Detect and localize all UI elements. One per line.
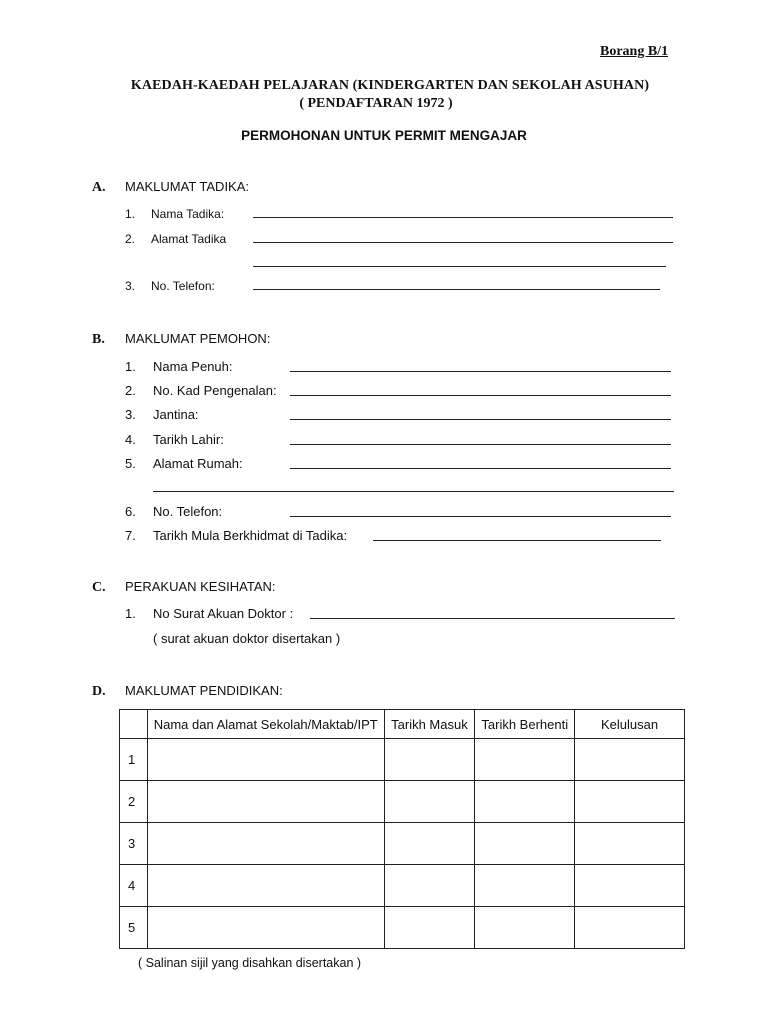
form-title-year-text: ( PENDAFTARAN 1972 ) (299, 96, 453, 111)
cell-kelulusan[interactable] (575, 781, 685, 823)
field-telefon-pemohon-label: No. Telefon: (153, 504, 223, 519)
field-b3-num: 3. (125, 407, 136, 422)
cell-nama-alamat[interactable] (147, 907, 384, 949)
education-table-header (120, 710, 685, 739)
field-telefon-pemohon-line[interactable] (290, 516, 671, 517)
table-row (120, 739, 685, 781)
field-b5-num: 5. (125, 456, 136, 471)
row-number: 3 (120, 823, 148, 865)
row-number: 5 (120, 907, 148, 949)
cell-tarikh-masuk[interactable] (384, 739, 475, 781)
field-b4-num: 4. (125, 432, 136, 447)
cell-tarikh-berhenti[interactable] (475, 781, 575, 823)
section-d-note: ( Salinan sijil yang disahkan disertakan ) (138, 956, 362, 970)
field-nama-penuh-line[interactable] (290, 371, 671, 372)
section-a-title: MAKLUMAT TADIKA: (125, 179, 250, 194)
section-b-title: MAKLUMAT PEMOHON: (125, 331, 271, 346)
cell-nama-alamat[interactable] (147, 739, 384, 781)
table-row (120, 907, 685, 949)
row-number: 2 (120, 781, 148, 823)
section-a-letter: A. (92, 180, 106, 195)
field-alamat-tadika-line[interactable] (253, 242, 673, 243)
section-c-note: ( surat akuan doktor disertakan ) (153, 631, 341, 646)
field-alamat-tadika-line-2[interactable] (253, 266, 666, 267)
row-number: 1 (120, 739, 148, 781)
field-telefon-tadika-label: No. Telefon: (151, 279, 215, 293)
cell-tarikh-masuk[interactable] (384, 907, 475, 949)
cell-kelulusan[interactable] (575, 739, 685, 781)
col-header-tarikh-berhenti: Tarikh Berhenti (475, 710, 575, 739)
education-table (119, 709, 685, 949)
form-subtitle-text: PERMOHONAN UNTUK PERMIT MENGAJAR (241, 128, 527, 143)
cell-tarikh-masuk[interactable] (384, 823, 475, 865)
form-subtitle (0, 128, 768, 143)
field-nama-tadika-line[interactable] (253, 217, 673, 218)
field-telefon-tadika-line[interactable] (253, 289, 660, 290)
field-tarikh-mula-line[interactable] (373, 540, 661, 541)
field-alamat-rumah-label: Alamat Rumah: (153, 456, 243, 471)
section-b-letter: B. (92, 332, 105, 347)
col-header-kelulusan: Kelulusan (575, 710, 685, 739)
field-kad-pengenalan-line[interactable] (290, 395, 671, 396)
field-kad-pengenalan-label: No. Kad Pengenalan: (153, 383, 277, 398)
form-code: Borang B/1 (600, 44, 669, 59)
field-tarikh-lahir-line[interactable] (290, 444, 671, 445)
field-b6-num: 6. (125, 504, 136, 519)
form-title-text: KAEDAH-KAEDAH PELAJARAN (KINDERGARTEN DAN SEKOLAH ASUHAN) (130, 78, 650, 93)
form-title (0, 78, 768, 94)
field-surat-akuan-label: No Surat Akuan Doktor : (153, 606, 294, 621)
field-tarikh-lahir-label: Tarikh Lahir: (153, 432, 224, 447)
table-row (120, 865, 685, 907)
table-row (120, 823, 685, 865)
section-c-letter: C. (92, 580, 106, 595)
section-c-title: PERAKUAN KESIHATAN: (125, 579, 276, 594)
cell-nama-alamat[interactable] (147, 823, 384, 865)
cell-tarikh-berhenti[interactable] (475, 907, 575, 949)
field-jantina-label: Jantina: (153, 407, 199, 422)
field-a2-num: 2. (125, 232, 136, 246)
field-tarikh-mula-label: Tarikh Mula Berkhidmat di Tadika: (153, 528, 348, 543)
field-nama-tadika-label: Nama Tadika: (151, 207, 225, 221)
field-surat-akuan-line[interactable] (310, 618, 675, 619)
cell-kelulusan[interactable] (575, 865, 685, 907)
table-row (120, 781, 685, 823)
field-b1-num: 1. (125, 359, 136, 374)
form-title-year (0, 96, 768, 112)
field-a3-num: 3. (125, 279, 136, 293)
field-b7-num: 7. (125, 528, 136, 543)
cell-tarikh-berhenti[interactable] (475, 739, 575, 781)
field-c1-num: 1. (125, 606, 136, 621)
col-header-number (120, 710, 148, 739)
field-jantina-line[interactable] (290, 419, 671, 420)
section-d-title: MAKLUMAT PENDIDIKAN: (125, 683, 283, 698)
cell-tarikh-berhenti[interactable] (475, 865, 575, 907)
field-nama-penuh-label: Nama Penuh: (153, 359, 233, 374)
field-alamat-rumah-line-2[interactable] (153, 491, 674, 492)
field-b2-num: 2. (125, 383, 136, 398)
cell-tarikh-masuk[interactable] (384, 865, 475, 907)
cell-nama-alamat[interactable] (147, 865, 384, 907)
cell-nama-alamat[interactable] (147, 781, 384, 823)
field-a1-num: 1. (125, 207, 136, 221)
col-header-nama-alamat: Nama dan Alamat Sekolah/Maktab/IPT (147, 710, 384, 739)
cell-kelulusan[interactable] (575, 907, 685, 949)
cell-tarikh-masuk[interactable] (384, 781, 475, 823)
col-header-tarikh-masuk: Tarikh Masuk (384, 710, 475, 739)
cell-kelulusan[interactable] (575, 823, 685, 865)
cell-tarikh-berhenti[interactable] (475, 823, 575, 865)
field-alamat-rumah-line[interactable] (290, 468, 671, 469)
section-d-letter: D. (92, 684, 106, 699)
row-number: 4 (120, 865, 148, 907)
field-alamat-tadika-label: Alamat Tadika (151, 232, 227, 246)
